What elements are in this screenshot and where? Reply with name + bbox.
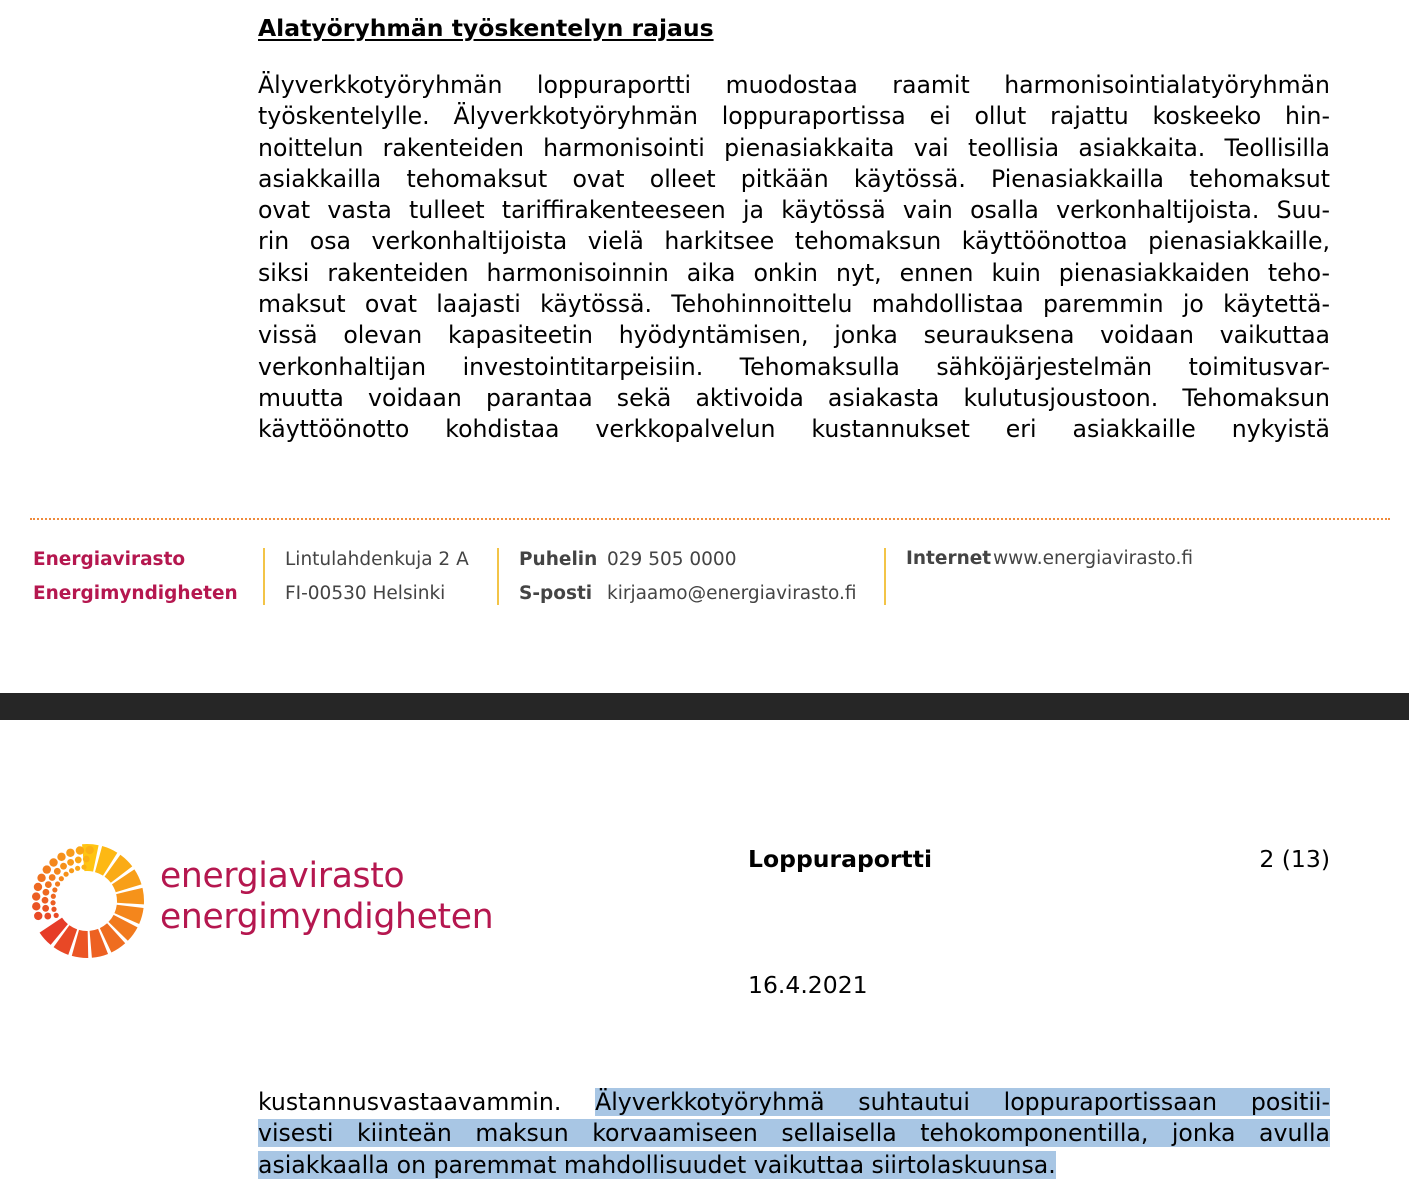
highlighted-text: Älyverkkotyöryhmä suhtautui loppuraportissaan positii- bbox=[595, 1088, 1330, 1116]
paragraph-line: Älyverkkotyöryhmän loppuraportti muodostaa raamit harmonisointialatyöryhmän bbox=[258, 71, 1330, 99]
footer-org-fi: Energiavirasto bbox=[33, 549, 186, 570]
paragraph-line: siksi rakenteiden harmonisoinnin aika onkin nyt, ennen kuin pienasiakkaiden teho- bbox=[258, 258, 1330, 287]
logo-dot bbox=[63, 872, 68, 877]
footer-email-value[interactable]: kirjaamo@energiavirasto.fi bbox=[607, 583, 857, 604]
logo-dot bbox=[60, 863, 67, 870]
paragraph-line bbox=[258, 1150, 1330, 1181]
logo-dot bbox=[57, 853, 65, 861]
document-title: Loppuraportti bbox=[748, 845, 933, 873]
logo-dot bbox=[69, 868, 74, 873]
paragraph-line bbox=[258, 1118, 1330, 1149]
logo-dot bbox=[75, 866, 80, 871]
logo-dot bbox=[54, 868, 61, 875]
footer-internet-value[interactable]: www.energiavirasto.fi bbox=[993, 548, 1194, 569]
logo-wordmark-sv: energimyndigheten bbox=[160, 897, 494, 937]
logo-dot bbox=[66, 849, 74, 857]
logo-dot bbox=[32, 892, 40, 900]
paragraph-line: maksut ovat laajasti käytössä. Tehohinnoittelu mahdollistaa paremmin jo käytettä- bbox=[258, 290, 1330, 319]
body-paragraph bbox=[258, 70, 1330, 446]
logo-dot bbox=[34, 883, 42, 891]
page-number: 2 (13) bbox=[1259, 845, 1330, 873]
paragraph-line: ovat vasta tulleet tariffirakenteeseen ja käytössä vain osalla verkonhaltijoista. Suu- bbox=[258, 196, 1330, 225]
logo-dot bbox=[52, 887, 57, 892]
logo-dot bbox=[42, 897, 49, 904]
logo-dot bbox=[44, 913, 51, 920]
paragraph-line: asiakkailla tehomaksut ovat olleet pitkään käytössä. Pienasiakkailla tehomaksut bbox=[258, 164, 1330, 193]
logo-dot bbox=[85, 846, 93, 854]
energiavirasto-logo-icon bbox=[28, 842, 146, 960]
paragraph-line: käyttöönotto kohdistaa verkkopalvelun kustannukset eri asiakkaille nykyistä bbox=[258, 415, 1330, 444]
paragraph-line: työskentelylle. Älyverkkotyöryhmän loppuraportissa ei ollut rajattu koskeeko hin- bbox=[258, 102, 1330, 131]
footer-address-line2: FI-00530 Helsinki bbox=[285, 583, 446, 604]
paragraph-line bbox=[258, 1087, 1330, 1118]
logo-dot bbox=[43, 889, 50, 896]
logo-dot bbox=[37, 874, 45, 882]
logo-dot bbox=[43, 865, 51, 873]
logo-dot bbox=[51, 894, 56, 899]
logo-dot bbox=[49, 858, 57, 866]
footer-separator bbox=[497, 548, 499, 605]
logo-dot bbox=[50, 900, 55, 905]
paragraph-line: rin osa verkonhaltijoista vielä harkitsee tehomaksun käyttöönottoa pienasiakkaille, bbox=[258, 227, 1330, 256]
footer-email-label: S-posti bbox=[519, 583, 593, 604]
footer-separator bbox=[884, 548, 886, 605]
logo-dot bbox=[83, 856, 90, 863]
footer-separator bbox=[263, 548, 265, 605]
paragraph-line: vissä olevan kapasiteetin hyödyntämisen, jonka seurauksena voidaan vaikuttaa bbox=[258, 321, 1330, 350]
logo-dot bbox=[45, 881, 52, 888]
footer-address-line1: Lintulahdenkuja 2 A bbox=[285, 549, 469, 570]
logo-dot bbox=[49, 874, 56, 881]
logo-dot bbox=[75, 857, 82, 864]
paragraph-line: noittelun rakenteiden harmonisointi pienasiakkaita vai teollisia asiakkaita. Teollisilla bbox=[258, 133, 1330, 162]
logo-dot bbox=[42, 905, 49, 912]
paragraph-line: verkonhaltijan investointitarpeisiin. Tehomaksulla sähköjärjestelmän toimitusvar- bbox=[258, 352, 1330, 381]
document-date: 16.4.2021 bbox=[748, 971, 868, 999]
highlighted-text: visesti kiinteän maksun korvaamiseen sellaisella tehokomponentilla, jonka avulla bbox=[258, 1119, 1330, 1148]
body-paragraph-continued bbox=[258, 1087, 1330, 1181]
logo-dot bbox=[59, 876, 64, 881]
footer-org-sv: Energimyndigheten bbox=[33, 583, 238, 604]
logo-dot bbox=[32, 902, 40, 910]
logo-dot bbox=[76, 846, 84, 854]
footer-dotted-rule bbox=[30, 518, 1390, 520]
logo-wordmark-fi: energiavirasto bbox=[160, 856, 405, 896]
logo-dot bbox=[34, 912, 42, 920]
footer-internet-label: Internet bbox=[906, 548, 992, 569]
paragraph-line: muutta voidaan parantaa sekä aktivoida asiakasta kulutusjoustoon. Tehomaksun bbox=[258, 383, 1330, 412]
footer-phone-value: 029 505 0000 bbox=[607, 549, 737, 570]
section-heading: Alatyöryhmän työskentelyn rajaus bbox=[258, 14, 714, 42]
highlighted-text: asiakkaalla on paremmat mahdollisuudet vaikuttaa siirtolaskuunsa. bbox=[258, 1150, 1056, 1179]
plain-text: kustannusvastaavammin. bbox=[258, 1088, 596, 1116]
logo-dot bbox=[55, 881, 60, 886]
logo-dot bbox=[54, 913, 59, 918]
logo-dot bbox=[51, 907, 56, 912]
logo-dot bbox=[67, 859, 74, 866]
logo-dot bbox=[81, 865, 86, 870]
footer-phone-label: Puhelin bbox=[519, 549, 598, 570]
page-gap bbox=[0, 693, 1409, 720]
